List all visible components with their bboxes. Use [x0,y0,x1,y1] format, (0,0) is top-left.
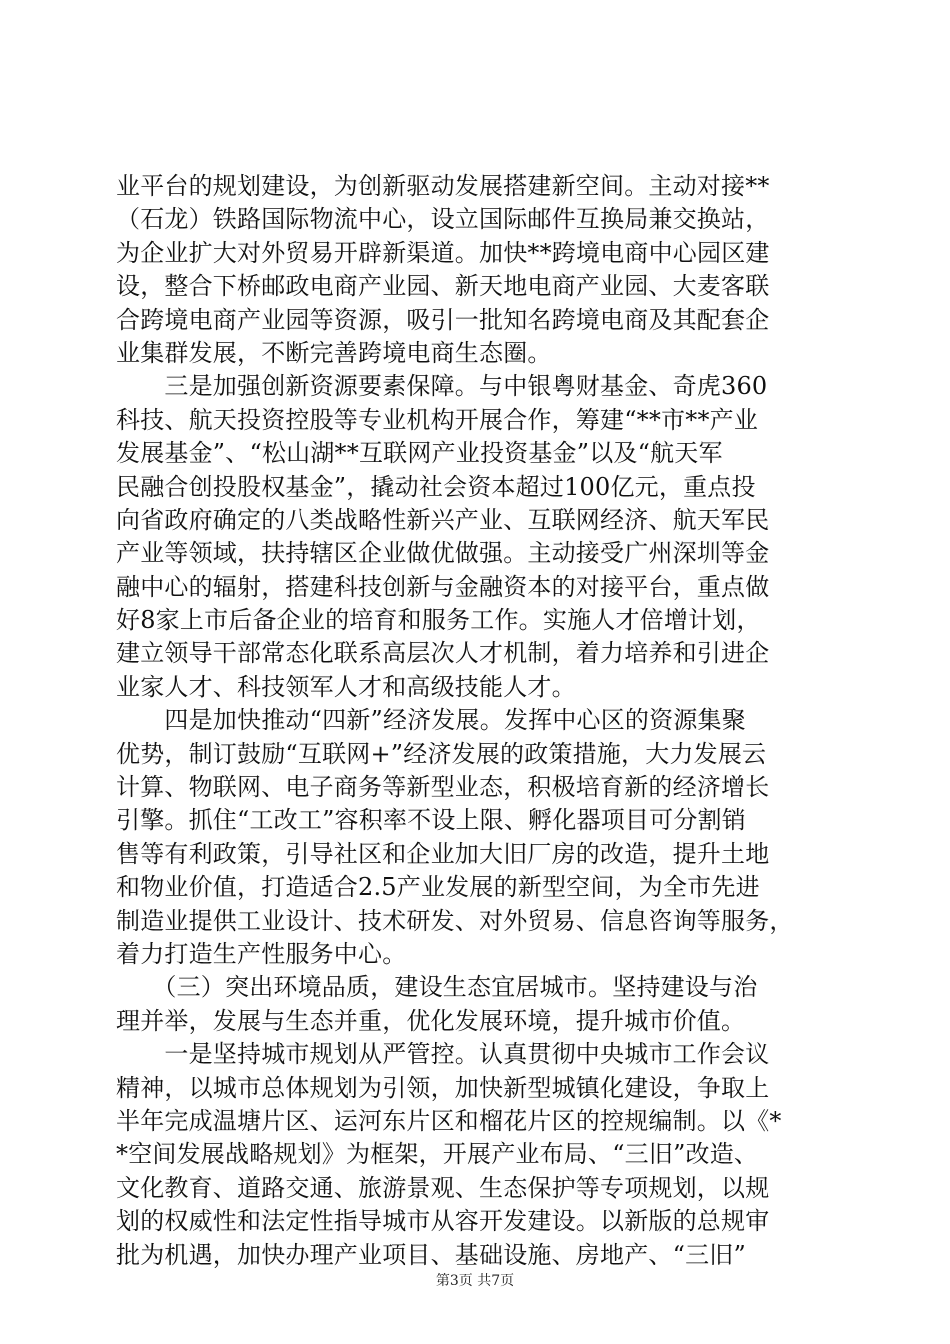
text-line: 计算、物联网、电子商务等新型业态，积极培育新的经济增长 [116,773,770,802]
text-line: 文化教育、道路交通、旅游景观、生态保护等专项规划，以规 [116,1173,770,1202]
text-line: 优势，制订鼓励“互联网+”经济发展的政策措施，大力发展云 [116,739,767,768]
text-line: *空间发展战略规划》为框架，开展产业布局、“三旧”改造、 [116,1140,759,1169]
text-line: 业平台的规划建设，为创新驱动发展搭建新空间。主动对接** [116,172,770,200]
text-line: 着力打造生产性服务中心。 [116,939,407,968]
text-line: 理并举，发展与生态并重，优化发展环境，提升城市价值。 [116,1006,746,1035]
text-line: 制造业提供工业设计、技术研发、对外贸易、信息咨询等服务， [116,906,794,935]
text-line: 半年完成温塘片区、运河东片区和榴花片区的控规编制。以《* [116,1106,782,1135]
text-line: 发展基金”、“松山湖**互联网产业投资基金”以及“航天军 [116,439,723,468]
text-line: 三是加强创新资源要素保障。与中银粤财基金、奇虎360 [116,372,768,401]
text-line: 民融合创投股权基金”，撬动社会资本超过100亿元，重点投 [116,472,756,501]
body-text [116,170,842,1272]
text-line: 向省政府确定的八类战略性新兴产业、互联网经济、航天军民 [116,505,770,534]
text-line: 建立领导干部常态化联系高层次人才机制，着力培养和引进企 [116,639,770,668]
page-footer [0,1270,950,1290]
text-line: （三）突出环境品质，建设生态宜居城市。坚持建设与治 [116,973,758,1002]
text-line: 引擎。抓住“工改工”容积率不设上限、孵化器项目可分割销 [116,806,746,835]
text-line: 产业等领域，扶持辖区企业做优做强。主动接受广州深圳等金 [116,539,770,568]
text-line: 融中心的辐射，搭建科技创新与金融资本的对接平台，重点做 [116,572,770,601]
text-line: 四是加快推动“四新”经济发展。发挥中心区的资源集聚 [116,706,746,735]
page-number: 第3页 共7页 [435,1273,515,1289]
text-line: 好8家上市后备企业的培育和服务工作。实施人才倍增计划， [116,606,761,635]
text-line: 和物业价值，打造适合2.5产业发展的新型空间，为全市先进 [116,873,760,902]
text-line: 设，整合下桥邮政电商产业园、新天地电商产业园、大麦客联 [116,272,770,301]
text-line: 合跨境电商产业园等资源，吸引一批知名跨境电商及其配套企 [116,305,770,334]
text-line: 精神，以城市总体规划为引领，加快新型城镇化建设，争取上 [116,1073,770,1102]
text-line: 科技、航天投资控股等专业机构开展合作，筹建“**市**产业 [116,405,759,434]
text-line: 为企业扩大对外贸易开辟新渠道。加快**跨境电商中心园区建 [116,238,770,267]
text-line: 业集群发展，不断完善跨境电商生态圈。 [116,338,552,367]
text-line: （石龙）铁路国际物流中心，设立国际邮件互换局兼交换站， [116,205,770,234]
text-line: 划的权威性和法定性指导城市从容开发建设。以新版的总规审 [116,1207,770,1236]
text-line: 售等有利政策，引导社区和企业加大旧厂房的改造，提升土地 [116,839,770,868]
text-line: 批为机遇，加快办理产业项目、基础设施、房地产、“三旧” [116,1240,746,1269]
text-line: 一是坚持城市规划从严管控。认真贯彻中央城市工作会议 [116,1040,770,1069]
text-line: 业家人才、科技领军人才和高级技能人才。 [116,672,576,701]
